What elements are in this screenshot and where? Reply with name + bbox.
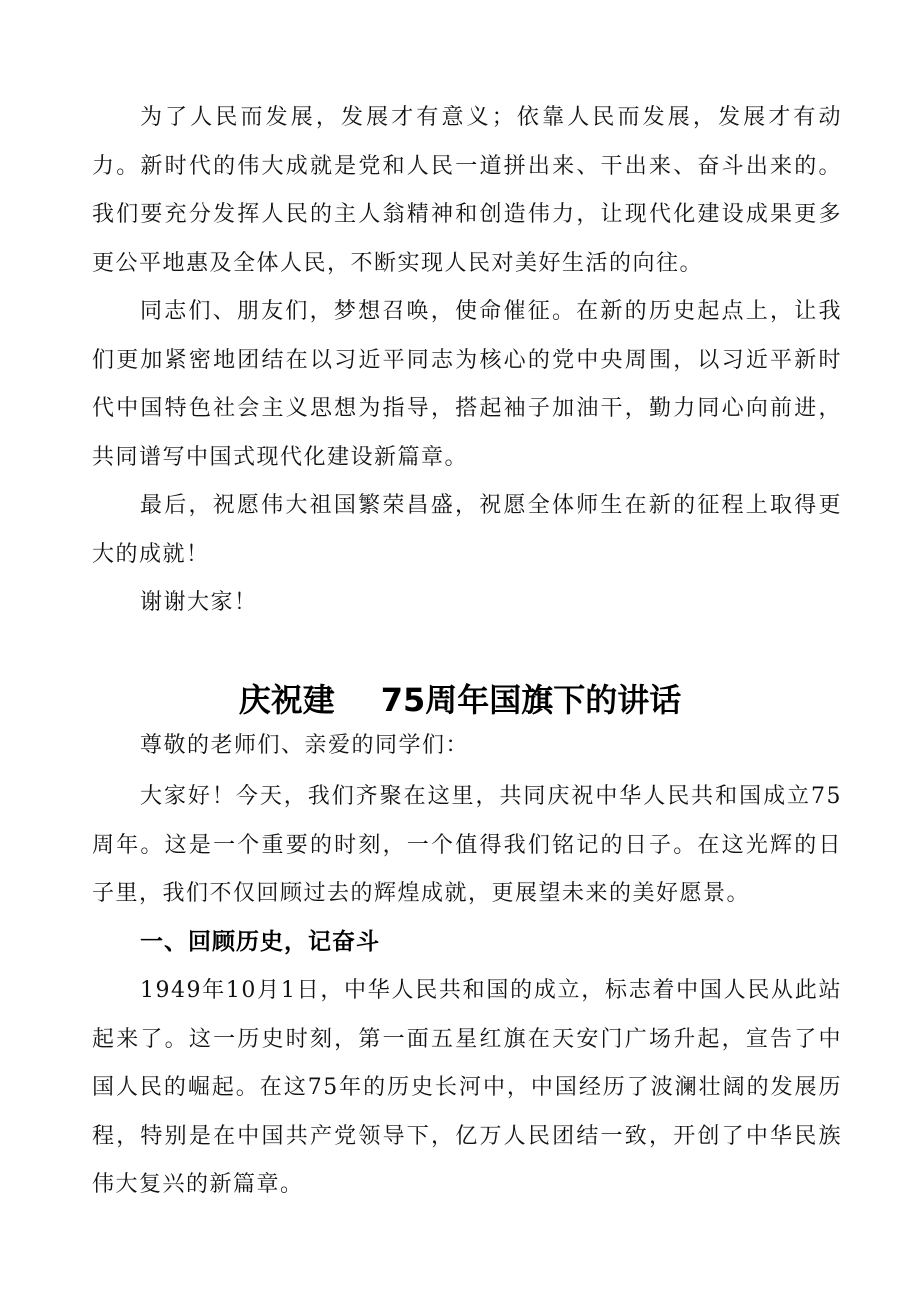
speech-title-part2: 75周年国旗下的讲话 [380,681,682,719]
paragraph-development-for-people: 为了人民而发展，发展才有意义；依靠人民而发展，发展才有动力。新时代的伟大成就是党和人民一道拼出来、干出来、奋斗出来的。我们要充分发挥人民的主人翁精神和创造伟力，让现代化建设成果更多更公平地惠及全体人民，不断实现人民对美好生活的向往。 [92,105,842,276]
speech-greeting: 尊敬的老师们、亲爱的同学们： [140,733,470,758]
paragraph-best-wishes: 最后，祝愿伟大祖国繁荣昌盛，祝愿全体师生在新的征程上取得更大的成就！ [92,493,842,567]
speech-title-part1: 庆祝建 [238,681,335,719]
speech-title [0,676,920,724]
paragraph-history: 1949年10月1日，中华人民共和国的成立，标志着中国人民从此站起来了。这一历史时刻，第一面五星红旗在天安门广场升起，宣告了中国人民的崛起。在这75年的历史长河中，中国经历了波澜壮阔的发展历程，特别是在中国共产党领导下，亿万人民团结一致，开创了中华民族伟大复兴的新篇章。 [92,978,842,1197]
section-heading-review-history: 一、回顾历史，记奋斗 [140,929,380,955]
paragraph-thanks: 谢谢大家！ [140,590,258,615]
paragraph-comrades-and-friends: 同志们、朋友们，梦想召唤，使命催征。在新的历史起点上，让我们更加紧密地团结在以习近平同志为核心的党中央周围，以习近平新时代中国特色社会主义思想为指导，搭起袖子加油干，勤力同心向前进，共同谱写中国式现代化建设新篇章。 [92,299,842,470]
speech-intro-paragraph: 大家好！今天，我们齐聚在这里，共同庆祝中华人民共和国成立75周年。这是一个重要的时刻，一个值得我们铭记的日子。在这光辉的日子里，我们不仅回顾过去的辉煌成就，更展望未来的美好愿景。 [92,784,842,906]
